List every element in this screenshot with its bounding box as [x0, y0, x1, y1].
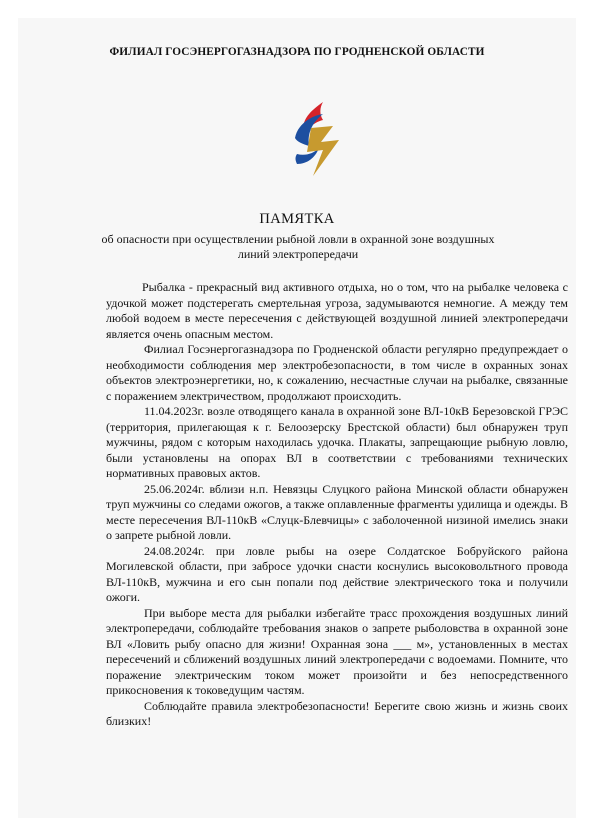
memo-subtitle: об опасности при осуществлении рыбной ловли в охранной зоне воздушных линий электропередачи: [101, 232, 495, 261]
paragraph-closing: Соблюдайте правила электробезопасности! Берегите свою жизнь и жизнь своих близких!: [106, 698, 568, 728]
paragraph-incident-2023: 11.04.2023г. возле отводящего канала в охранной зоне ВЛ-10кВ Березовской ГРЭС (территория, прилегающая к г. Белоозерску Брестской области) был обнаружен труп мужчины, рядом с которым находилась удочка. Плакаты, запрещающие рыбную ловлю, были установлены на опорах ВЛ в соответствии с требованиями технических нормативных правовых актов.: [106, 404, 568, 480]
paragraph-incident-august-2024: 24.08.2024г. при ловле рыбы на озере Солдатское Бобруйского района Могилевской области, при забросе удочки снасти коснулись высоковольтного провода ВЛ-110кВ, мужчина и его сын попали под действие электрического тока и получили ожоги.: [106, 543, 568, 604]
memo-body: [106, 280, 568, 730]
memo-title: ПАМЯТКА: [259, 211, 335, 227]
paragraph-advice: При выборе места для рыбалки избегайте трасс прохождения воздушных линий электропередачи, соблюдайте требования знаков о запрете рыболовства в охранной зоне ВЛ «Ловить рыбу опасно для жизни! Охранная зона ___ м», установленных в местах пересечений и сближений воздушных линий электропередачи с водоемами. Помните, что поражение электрическим током может произойти и без непосредственного прикосновения к токоведущим частям.: [106, 605, 568, 697]
paragraph-warning: Филиал Госэнергогазнадзора по Гродненской области регулярно предупреждает о необходимости соблюдения мер электробезопасности, в том числе в охранных зонах объектов электроэнергетики, но, к сожалению, несчастные случаи на рыбалке, связанные с поражением электричеством, продолжают происходить.: [106, 342, 568, 403]
lightning-bolt-logo-icon: [283, 98, 353, 180]
paragraph-intro: Рыбалка - прекрасный вид активного отдыха, но о том, что на рыбалке человека с удочкой может подстерегать смертельная угроза, задумываются немногие. А между тем любой водоем в месте пересечения с действующей воздушной линией электропередачи является очень опасным местом.: [106, 280, 568, 341]
organization-header: ФИЛИАЛ ГОСЭНЕРГОГАЗНАДЗОРА ПО ГРОДНЕНСКОЙ ОБЛАСТИ: [109, 46, 485, 58]
paragraph-incident-june-2024: 25.06.2024г. вблизи н.п. Невязцы Слуцкого района Минской области обнаружен труп мужчины со следами ожогов, а также оплавленные фрагменты удилища и одежды. В месте пересечения ВЛ-110кВ «Слуцк-Блевчицы» с заболоченной низиной имелись знаки о запрете рыбной ловли.: [106, 481, 568, 542]
document-page: [18, 18, 576, 818]
